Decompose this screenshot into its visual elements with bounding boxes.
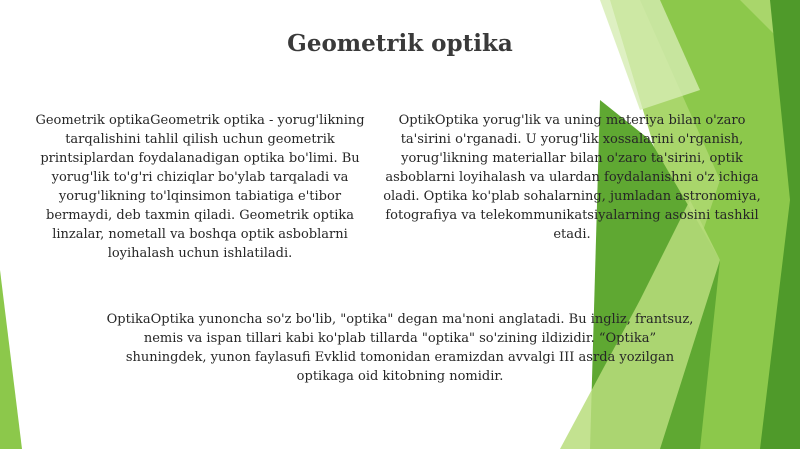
bottom-text-block: OptikaOptika yunoncha so'z bo'lib, "optika" degan ma'noni anglatadi. Bu ingliz, frantsuz, nemis va ispan tillari kabi ko'plab tillarda "optika" so'zining ildizidir. “Optika” shuningdek, yunon faylasufi Evklid tomonidan eramizdan avvalgi III asrda yozilgan optikaga oid kitobning nomidir.	[106, 312, 694, 384]
right-text-block: OptikOptika yorug'lik va uning materiya bilan o'zaro ta'sirini o'rganadi. U yorug'lik xossalarini o'rganish, yorug'likning materiallar bilan o'zaro ta'sirini, optik asboblarni loyihalash va ulardan foydalanishni o'z ichiga oladi. Optika ko'plab sohalarning, jumladan astronomiya, fotografiya va telekommunikatsiyalarning asosini tashkil etadi.	[383, 113, 761, 242]
left-text-block: Geometrik optikaGeometrik optika - yorug'likning tarqalishini tahlil qilish uchun geometrik printsiplardan foydalanadigan optika bo'limi. Bu yorug'lik to'g'ri chiziqlar bo'ylab tarqaladi va yorug'likning to'lqinsimon tabiatiga e'tibor bermaydi, deb taxmin qiladi. Geometrik optika linzalar, nometall va boshqa optik asboblarni loyihalash uchun ishlatiladi.	[35, 113, 365, 261]
left-green-sliver	[0, 270, 22, 449]
slide-title: Geometrik optika	[287, 30, 513, 57]
